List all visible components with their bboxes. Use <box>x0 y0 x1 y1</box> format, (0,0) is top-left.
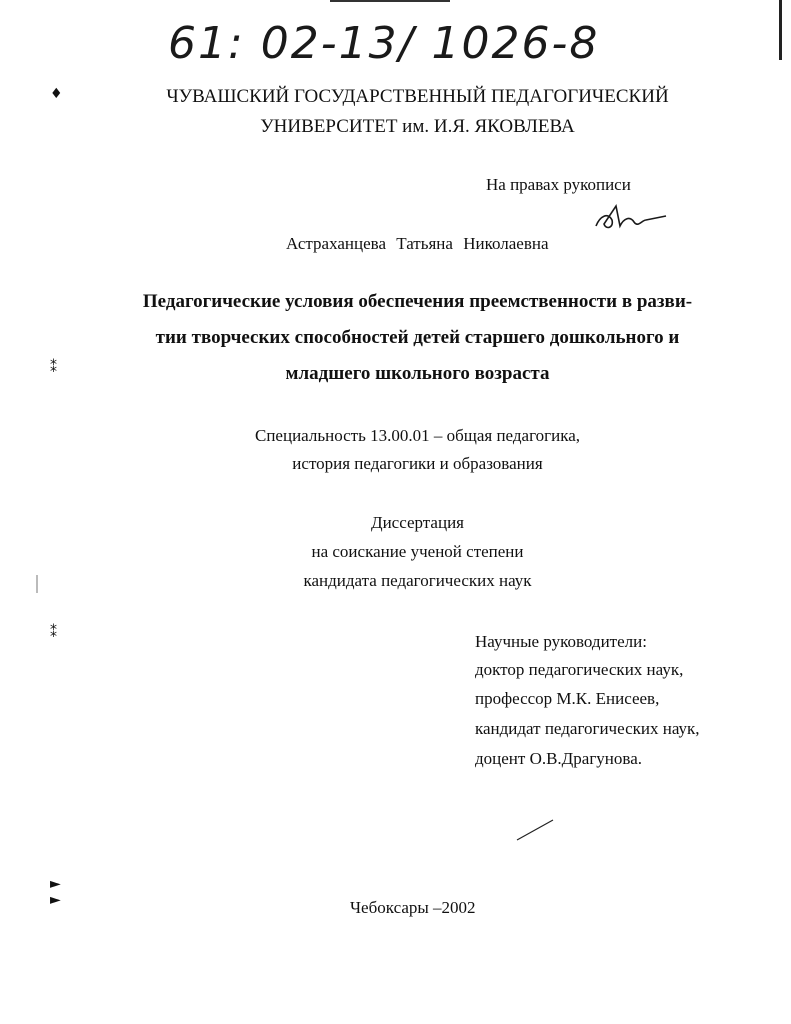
specialty-line-2: история педагогики и образования <box>292 454 543 473</box>
dissertation-title-line-2: тии творческих способностей детей старшего дошкольного и <box>155 327 680 348</box>
pen-stroke-mark <box>515 818 555 842</box>
advisors-heading: Научные руководители: <box>475 632 647 651</box>
city-and-year: Чебоксары –2002 <box>350 898 476 917</box>
handwritten-archive-code: 61: 02-13/ 1026-8 <box>168 18 600 69</box>
punch-hole-mark-4: ► <box>50 876 61 892</box>
degree-line-1: на соискание ученой степени <box>311 542 524 561</box>
scan-artifact-top <box>330 0 450 2</box>
advisor-line-1: доктор педагогических наук, <box>475 660 684 679</box>
advisor-line-3: кандидат педагогических наук, <box>475 719 700 738</box>
manuscript-rights-note: На правах рукописи <box>486 175 631 194</box>
advisor-line-2: профессор М.К. Енисеев, <box>475 689 660 708</box>
dissertation-label: Диссертация <box>370 513 464 532</box>
signature <box>590 198 670 234</box>
institution-line-2: УНИВЕРСИТЕТ им. И.Я. ЯКОВЛЕВА <box>260 116 575 137</box>
punch-hole-mark-3: ⁑ <box>50 625 57 641</box>
punch-hole-mark-1: ♦ <box>50 86 63 102</box>
specialty-line-1: Специальность 13.00.01 – общая педагогика, <box>255 426 580 445</box>
institution-line-1: ЧУВАШСКИЙ ГОСУДАРСТВЕННЫЙ ПЕДАГОГИЧЕСКИЙ <box>166 86 669 107</box>
punch-hole-mark-5: ► <box>50 892 61 908</box>
scan-artifact-right <box>779 0 782 60</box>
degree-line-2: кандидата педагогических наук <box>303 571 532 590</box>
scan-artifact-left <box>36 575 38 593</box>
dissertation-title-line-1: Педагогические условия обеспечения преемственности в разви- <box>142 291 693 312</box>
author-name: Астраханцева Татьяна Николаевна <box>286 234 549 253</box>
punch-hole-mark-2: ⁑ <box>50 360 57 376</box>
advisor-line-4: доцент О.В.Драгунова. <box>475 749 642 768</box>
dissertation-title-line-3: младшего школьного возраста <box>285 363 550 384</box>
